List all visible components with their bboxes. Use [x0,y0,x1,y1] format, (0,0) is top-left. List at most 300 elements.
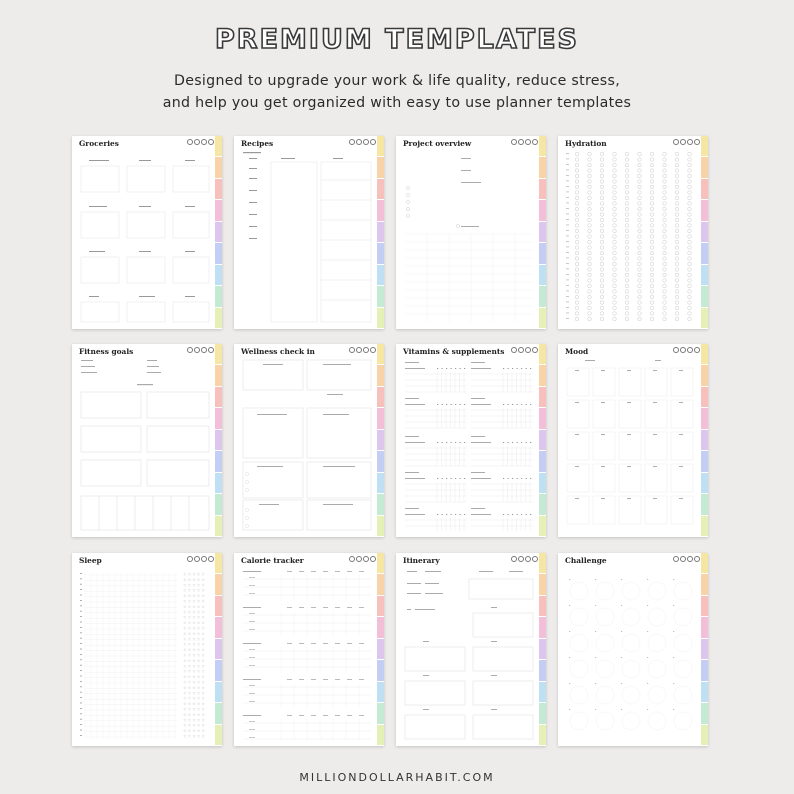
svg-text:☆: ☆ [187,641,192,647]
color-tab[interactable] [215,494,222,515]
svg-text:☆: ☆ [192,684,196,690]
color-tabs [539,344,546,537]
svg-text:☆: ☆ [187,690,192,696]
color-tab[interactable] [539,179,546,200]
svg-text:☆: ☆ [192,609,196,615]
color-tab[interactable] [701,682,708,703]
svg-text:☆: ☆ [192,695,196,701]
color-tab[interactable] [701,725,708,746]
svg-text:☆: ☆ [196,728,201,734]
recipes-layout [241,150,372,323]
svg-text:☆: ☆ [187,701,192,707]
svg-text:☆: ☆ [183,614,187,620]
color-tab[interactable] [377,639,384,660]
color-tab[interactable] [215,243,222,264]
svg-text:☆: ☆ [192,690,196,696]
svg-text:☆: ☆ [183,630,187,636]
color-tab[interactable] [701,617,708,638]
svg-text:☆: ☆ [192,674,196,680]
svg-text:☆: ☆ [201,614,205,620]
color-tab[interactable] [215,682,222,703]
color-tab[interactable] [215,179,222,200]
color-tab[interactable] [215,387,222,408]
itinerary-layout [403,567,534,740]
svg-text:☆: ☆ [196,598,201,604]
svg-text:☆: ☆ [201,603,205,609]
color-tab[interactable] [215,344,222,365]
svg-text:☆: ☆ [196,587,201,593]
color-tab[interactable] [215,265,222,286]
svg-text:☆: ☆ [187,728,192,734]
svg-text:☆: ☆ [196,576,201,582]
color-tab[interactable] [377,387,384,408]
color-tab[interactable] [377,494,384,515]
svg-text:☆: ☆ [201,620,205,626]
color-tab[interactable] [215,365,222,386]
color-tabs [539,136,546,329]
color-tab[interactable] [215,136,222,157]
svg-text:☆: ☆ [196,690,201,696]
color-tabs [377,136,384,329]
website-footer: MILLIONDOLLARHABIT.COM [299,771,495,784]
svg-text:☆: ☆ [196,582,201,588]
svg-text:☆: ☆ [192,706,196,712]
svg-text:☆: ☆ [192,722,196,728]
svg-text:☆: ☆ [187,706,192,712]
nav-icons [187,139,214,145]
svg-text:☆: ☆ [187,674,192,680]
color-tab[interactable] [377,703,384,724]
color-tab[interactable] [701,408,708,429]
svg-text:☆: ☆ [183,657,187,663]
svg-text:☆: ☆ [183,625,187,631]
svg-text:☆: ☆ [192,636,196,642]
svg-text:☆: ☆ [187,587,192,593]
svg-text:☆: ☆ [201,576,205,582]
color-tab[interactable] [377,574,384,595]
svg-text:☆: ☆ [201,582,205,588]
color-tab[interactable] [215,639,222,660]
color-tab[interactable] [539,639,546,660]
svg-text:☆: ☆ [187,598,192,604]
color-tab[interactable] [377,308,384,329]
svg-text:☆: ☆ [201,587,205,593]
color-tab[interactable] [539,473,546,494]
svg-text:☆: ☆ [187,717,192,723]
svg-text:☆: ☆ [196,679,201,685]
svg-text:☆: ☆ [192,598,196,604]
nav-icons [511,556,538,562]
color-tabs [215,136,222,329]
color-tab[interactable] [539,387,546,408]
svg-text:☆: ☆ [201,571,205,577]
color-tab[interactable] [539,553,546,574]
nav-icons [349,556,376,562]
color-tab[interactable] [539,516,546,537]
color-tab[interactable] [539,157,546,178]
svg-text:☆: ☆ [192,620,196,626]
svg-text:☆: ☆ [201,641,205,647]
svg-text:☆: ☆ [187,695,192,701]
fitness-goals-layout [79,358,210,531]
svg-text:☆: ☆ [183,593,187,599]
color-tab[interactable] [377,286,384,307]
svg-text:☆: ☆ [187,733,192,739]
svg-text:☆: ☆ [201,636,205,642]
color-tabs [215,344,222,537]
svg-text:☆: ☆ [196,668,201,674]
nav-icons [187,556,214,562]
svg-text:☆: ☆ [187,647,192,653]
template-card-calorie-tracker [234,553,384,746]
svg-text:☆: ☆ [183,722,187,728]
svg-text:☆: ☆ [201,695,205,701]
template-title: Itinerary [403,556,440,565]
color-tab[interactable] [377,473,384,494]
svg-text:☆: ☆ [201,722,205,728]
svg-text:☆: ☆ [187,614,192,620]
color-tab[interactable] [377,451,384,472]
template-title: Groceries [79,139,119,148]
color-tab[interactable] [701,516,708,537]
svg-text:☆: ☆ [196,609,201,615]
color-tab[interactable] [215,408,222,429]
template-card-vitamins [396,344,546,537]
svg-text:☆: ☆ [183,674,187,680]
svg-text:☆: ☆ [183,679,187,685]
color-tab[interactable] [701,660,708,681]
color-tab[interactable] [377,617,384,638]
color-tab[interactable] [701,222,708,243]
subtitle-line-1: Designed to upgrade your work & life quality, reduce stress, [173,73,621,89]
svg-text:☆: ☆ [183,603,187,609]
template-title: Fitness goals [79,347,134,356]
svg-text:☆: ☆ [196,603,201,609]
color-tab[interactable] [215,157,222,178]
svg-text:☆: ☆ [196,706,201,712]
svg-text:☆: ☆ [183,641,187,647]
svg-text:☆: ☆ [201,609,205,615]
svg-text:☆: ☆ [187,625,192,631]
svg-text:☆: ☆ [187,576,192,582]
svg-text:☆: ☆ [201,630,205,636]
svg-text:☆: ☆ [183,701,187,707]
color-tab[interactable] [701,430,708,451]
svg-text:☆: ☆ [187,657,192,663]
svg-text:☆: ☆ [187,630,192,636]
color-tab[interactable] [377,725,384,746]
svg-text:☆: ☆ [196,625,201,631]
hydration-layout [565,150,696,323]
color-tab[interactable] [215,430,222,451]
groceries-layout [79,150,210,323]
svg-text:☆: ☆ [192,587,196,593]
svg-text:☆: ☆ [183,717,187,723]
color-tab[interactable] [377,157,384,178]
color-tab[interactable] [701,286,708,307]
template-card-fitness-goals [72,344,222,537]
calorie-layout [241,567,372,740]
svg-text:☆: ☆ [196,674,201,680]
template-card-recipes [234,136,384,329]
svg-text:☆: ☆ [183,706,187,712]
svg-text:☆: ☆ [201,674,205,680]
svg-text:☆: ☆ [192,582,196,588]
color-tab[interactable] [539,682,546,703]
color-tab[interactable] [539,265,546,286]
subtitle-line-2: and help you get organized with easy to use planner templates [162,95,632,111]
template-title: Calorie tracker [241,556,304,565]
page-subtitle [0,70,794,114]
color-tab[interactable] [701,387,708,408]
nav-icons [349,347,376,353]
svg-text:☆: ☆ [192,614,196,620]
color-tab[interactable] [215,222,222,243]
color-tab[interactable] [215,574,222,595]
color-tab[interactable] [539,725,546,746]
nav-icons [349,139,376,145]
svg-text:☆: ☆ [192,652,196,658]
svg-text:☆: ☆ [192,647,196,653]
svg-text:☆: ☆ [183,609,187,615]
color-tab[interactable] [377,222,384,243]
svg-text:☆: ☆ [183,582,187,588]
template-title: Hydration [565,139,607,148]
svg-text:☆: ☆ [192,657,196,663]
svg-text:☆: ☆ [192,728,196,734]
nav-icons [511,139,538,145]
color-tab[interactable] [701,596,708,617]
svg-text:☆: ☆ [201,711,205,717]
template-card-challenge [558,553,708,746]
svg-text:☆: ☆ [187,663,192,669]
color-tab[interactable] [215,308,222,329]
svg-text:☆: ☆ [196,711,201,717]
template-card-project-overview [396,136,546,329]
svg-text:☆: ☆ [192,663,196,669]
color-tab[interactable] [701,344,708,365]
template-card-hydration [558,136,708,329]
sleep-layout [79,567,210,740]
color-tabs [701,344,708,537]
svg-text:☆: ☆ [192,603,196,609]
svg-text:☆: ☆ [196,620,201,626]
color-tab[interactable] [377,136,384,157]
color-tab[interactable] [701,200,708,221]
color-tab[interactable] [215,200,222,221]
color-tab[interactable] [215,725,222,746]
project-overview-layout [403,150,534,323]
color-tab[interactable] [701,574,708,595]
nav-icons [187,347,214,353]
template-card-itinerary [396,553,546,746]
svg-text:☆: ☆ [196,701,201,707]
svg-text:☆: ☆ [183,571,187,577]
svg-text:☆: ☆ [201,733,205,739]
color-tabs [377,553,384,746]
color-tab[interactable] [377,243,384,264]
color-tab[interactable] [701,703,708,724]
color-tab[interactable] [377,179,384,200]
svg-text:☆: ☆ [183,711,187,717]
svg-text:☆: ☆ [196,684,201,690]
color-tab[interactable] [377,408,384,429]
color-tab[interactable] [539,617,546,638]
color-tab[interactable] [215,660,222,681]
nav-icons [673,556,700,562]
svg-text:☆: ☆ [196,722,201,728]
color-tab[interactable] [215,286,222,307]
svg-text:☆: ☆ [196,652,201,658]
svg-text:☆: ☆ [201,684,205,690]
svg-text:☆: ☆ [187,668,192,674]
svg-text:☆: ☆ [196,571,201,577]
color-tab[interactable] [539,596,546,617]
color-tab[interactable] [539,408,546,429]
color-tab[interactable] [539,344,546,365]
svg-text:☆: ☆ [183,647,187,653]
svg-text:☆: ☆ [196,657,201,663]
nav-icons [511,347,538,353]
color-tab[interactable] [701,639,708,660]
svg-text:☆: ☆ [192,625,196,631]
color-tabs [701,136,708,329]
template-card-sleep [72,553,222,746]
page-title: PREMIUM TEMPLATES [215,24,579,55]
svg-text:☆: ☆ [187,609,192,615]
svg-text:☆: ☆ [196,647,201,653]
svg-text:☆: ☆ [187,722,192,728]
color-tab[interactable] [539,660,546,681]
svg-text:☆: ☆ [183,636,187,642]
color-tab[interactable] [215,617,222,638]
svg-text:☆: ☆ [192,576,196,582]
color-tab[interactable] [701,308,708,329]
svg-text:☆: ☆ [196,593,201,599]
svg-text:☆: ☆ [192,571,196,577]
svg-text:☆: ☆ [196,630,201,636]
svg-text:☆: ☆ [192,679,196,685]
template-title: Challenge [565,556,607,565]
svg-text:☆: ☆ [187,582,192,588]
svg-text:☆: ☆ [183,668,187,674]
color-tab[interactable] [539,243,546,264]
color-tab[interactable] [377,596,384,617]
color-tab[interactable] [539,430,546,451]
svg-text:☆: ☆ [183,576,187,582]
template-title: Recipes [241,139,274,148]
template-title: Wellness check in [241,347,315,356]
svg-text:☆: ☆ [187,684,192,690]
color-tab[interactable] [377,265,384,286]
color-tab[interactable] [215,473,222,494]
color-tab[interactable] [701,473,708,494]
svg-text:☆: ☆ [183,695,187,701]
color-tab[interactable] [377,430,384,451]
color-tab[interactable] [701,136,708,157]
color-tab[interactable] [377,553,384,574]
mood-layout [565,358,696,531]
color-tab[interactable] [539,222,546,243]
color-tab[interactable] [701,553,708,574]
color-tab[interactable] [215,516,222,537]
svg-text:☆: ☆ [183,587,187,593]
svg-text:☆: ☆ [201,679,205,685]
color-tab[interactable] [377,516,384,537]
color-tab[interactable] [539,703,546,724]
svg-text:☆: ☆ [196,663,201,669]
color-tabs [215,553,222,746]
color-tab[interactable] [377,365,384,386]
color-tab[interactable] [701,451,708,472]
svg-text:☆: ☆ [196,636,201,642]
svg-text:☆: ☆ [196,614,201,620]
svg-text:☆: ☆ [183,663,187,669]
svg-text:☆: ☆ [201,690,205,696]
svg-text:☆: ☆ [183,728,187,734]
template-card-wellness-check-in [234,344,384,537]
color-tab[interactable] [539,308,546,329]
color-tab[interactable] [215,553,222,574]
svg-text:☆: ☆ [201,728,205,734]
color-tab[interactable] [701,243,708,264]
template-title: Sleep [79,556,102,565]
color-tab[interactable] [539,494,546,515]
svg-text:☆: ☆ [183,684,187,690]
color-tab[interactable] [539,200,546,221]
svg-text:☆: ☆ [192,593,196,599]
svg-text:☆: ☆ [192,717,196,723]
svg-text:☆: ☆ [187,620,192,626]
color-tab[interactable] [539,451,546,472]
color-tab[interactable] [539,365,546,386]
color-tab[interactable] [377,682,384,703]
svg-text:☆: ☆ [187,603,192,609]
color-tab[interactable] [701,365,708,386]
svg-text:☆: ☆ [187,571,192,577]
color-tab[interactable] [701,179,708,200]
challenge-layout [565,567,696,740]
svg-text:☆: ☆ [201,706,205,712]
color-tab[interactable] [701,265,708,286]
svg-text:☆: ☆ [183,733,187,739]
svg-text:☆: ☆ [201,598,205,604]
color-tab[interactable] [215,703,222,724]
svg-text:☆: ☆ [201,593,205,599]
svg-text:☆: ☆ [201,657,205,663]
vitamins-layout [403,358,534,531]
color-tab[interactable] [539,574,546,595]
color-tab[interactable] [701,494,708,515]
wellness-layout [241,358,372,531]
svg-text:☆: ☆ [187,636,192,642]
template-title: Mood [565,347,589,356]
color-tabs [539,553,546,746]
color-tab[interactable] [701,157,708,178]
svg-text:☆: ☆ [192,733,196,739]
color-tab[interactable] [377,200,384,221]
template-title: Vitamins & supplements [403,347,505,356]
color-tabs [377,344,384,537]
color-tab[interactable] [539,286,546,307]
color-tab[interactable] [215,596,222,617]
svg-text:☆: ☆ [201,625,205,631]
color-tab[interactable] [215,451,222,472]
color-tab[interactable] [539,136,546,157]
color-tab[interactable] [377,660,384,681]
svg-text:☆: ☆ [192,711,196,717]
color-tab[interactable] [377,344,384,365]
